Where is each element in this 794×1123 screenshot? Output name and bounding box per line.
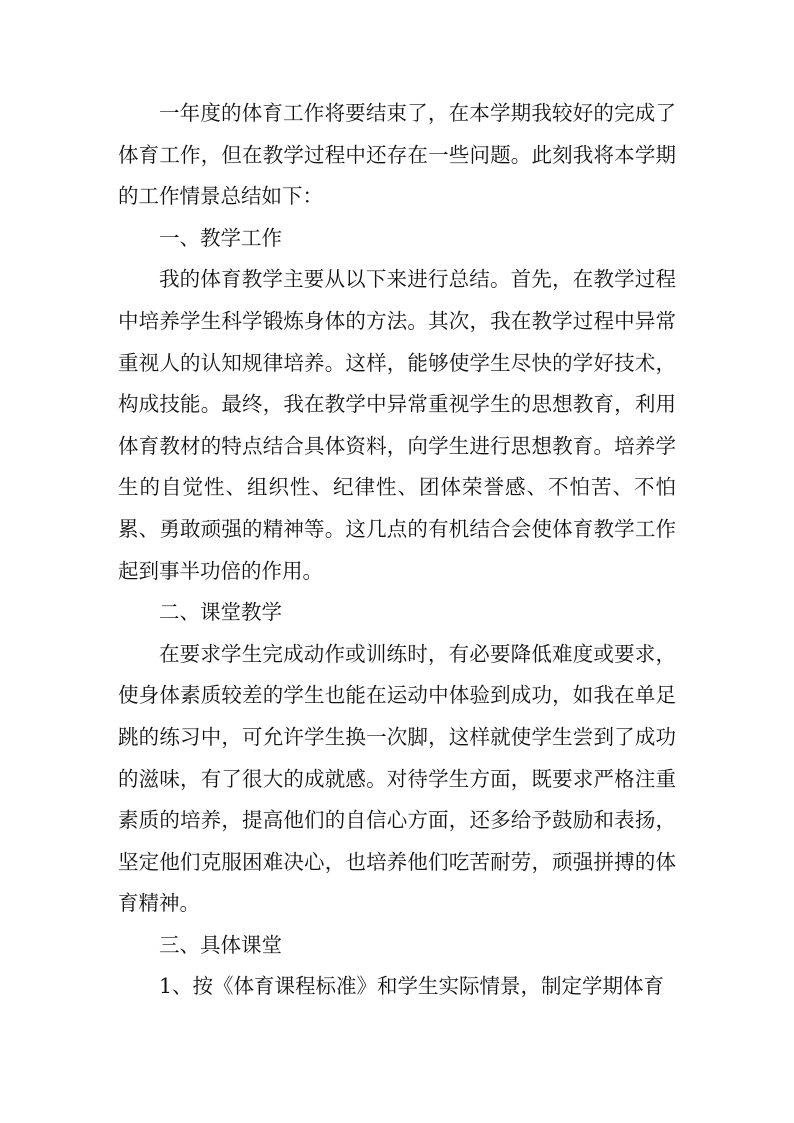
intro-paragraph: 一年度的体育工作将要结束了，在本学期我较好的完成了体育工作，但在教学过程中还存在一些问题。此刻我将本学期的工作情景总结如下：: [118, 101, 676, 209]
document-body: [118, 93, 676, 1008]
classroom-teaching-paragraph: 在要求学生完成动作或训练时，有必要降低难度或要求，使身体素质较差的学生也能在运动中体验到成功，如我在单足跳的练习中，可允许学生换一次脚，这样就使学生尝到了成功的滋味，有了很大的成就感。对待学生方面，既要求严格注重素质的培养，提高他们的自信心方面，还多给予鼓励和表扬，坚定他们克服困难决心，也培养他们吃苦耐劳，顽强拼搏的体育精神。: [118, 641, 676, 916]
specific-classroom-item-1: 1、按《体育课程标准》和学生实际情景，制定学期体育: [159, 974, 665, 999]
section-heading-specific-classroom: 三、具体课堂: [159, 932, 282, 957]
teaching-work-paragraph: 我的体育教学主要从以下来进行总结。首先，在教学过程中培养学生科学锻炼身体的方法。其次，我在教学过程中异常重视人的认知规律培养。这样，能够使学生尽快的学好技术，构成技能。最终，我在教学中异常重视学生的思想教育，利用体育教材的特点结合具体资料，向学生进行思想教育。培养学生的自觉性、组织性、纪律性、团体荣誉感、不怕苦、不怕累、勇敢顽强的精神等。这几点的有机结合会使体育教学工作起到事半功倍的作用。: [118, 267, 676, 583]
section-heading-teaching-work: 一、教学工作: [159, 225, 282, 250]
section-heading-classroom-teaching: 二、课堂教学: [159, 600, 282, 625]
